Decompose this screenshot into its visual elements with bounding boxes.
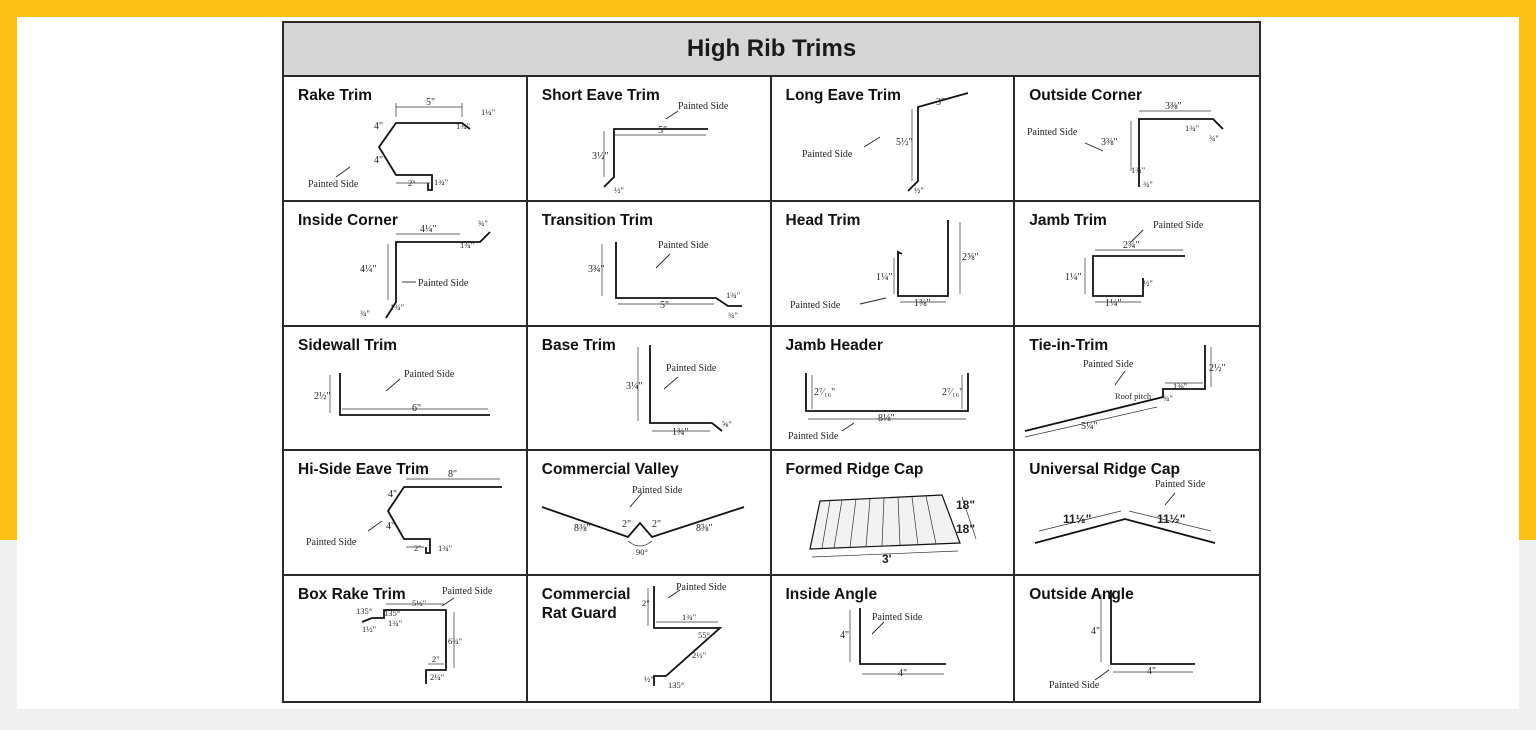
dim-label: 3': [881, 552, 892, 567]
trim-line: [650, 345, 722, 431]
painted-side-label: Painted Side: [306, 537, 357, 549]
dim-label: 2": [641, 598, 650, 609]
dim-label: ½": [613, 185, 624, 195]
dim-label: ½": [913, 185, 924, 195]
painted-side-label: Painted Side: [801, 149, 852, 160]
cell-commercial-rat-guard: [528, 576, 772, 701]
trim-line: [616, 239, 742, 306]
painted-side-label: Painted Side: [1153, 219, 1204, 231]
dim-label: 3¼": [625, 380, 643, 392]
outside-angle-drawing: [1015, 576, 1258, 700]
dim-label: 2¾": [1123, 239, 1140, 251]
painted-side-label: Painted Side: [442, 586, 493, 598]
painted-side-label: Painted Side: [1049, 680, 1100, 692]
dim-label: 1¼": [875, 271, 893, 283]
cell-title: Long Eave Trim: [785, 87, 901, 104]
cell-long-eave-trim: [772, 77, 1016, 202]
dim-label: 55°: [697, 630, 710, 641]
dim-label: 2½": [1209, 362, 1226, 374]
dim-label: 1¾": [390, 301, 405, 312]
dim-label: 1¼": [1105, 297, 1122, 309]
trim-line: [1165, 493, 1175, 505]
dim-label: ⅝": [721, 418, 732, 429]
dim-label: 18": [955, 498, 975, 513]
chart-title: High Rib Trims: [284, 23, 1259, 77]
commercial-valley-drawing: [528, 451, 771, 575]
painted-side-label: Painted Side: [787, 430, 838, 442]
trim-line: [628, 541, 652, 546]
cell-title: Short Eave Trim: [541, 87, 660, 104]
cell-title: Inside Corner: [298, 211, 398, 229]
long-eave-trim-drawing: [772, 77, 1015, 201]
dim-label: 8": [448, 469, 458, 481]
painted-side-label: Painted Side: [677, 101, 729, 112]
short-eave-trim-drawing: [528, 77, 771, 201]
dim-label: 1½": [362, 624, 377, 635]
dim-label: 1⅜": [1173, 380, 1188, 391]
trim-line: [664, 377, 678, 389]
dim-label: 2": [432, 654, 440, 665]
cell-title: Base Trim: [541, 336, 616, 354]
dim-label: 4¼": [360, 263, 377, 275]
dim-label: 1¾": [681, 612, 696, 623]
jamb-header-drawing: [772, 327, 1015, 451]
dim-label: 5½": [412, 598, 427, 609]
dim-label: ½": [1143, 277, 1154, 288]
dim-label: 1¾": [460, 239, 475, 250]
dim-label: 1¾": [438, 543, 453, 554]
dim-label: 2": [621, 519, 631, 531]
rat-guard-drawing: [528, 576, 771, 700]
trim-line: [442, 598, 454, 606]
trim-line: [1035, 519, 1215, 543]
dim-label: 135°: [384, 608, 401, 619]
trim-line: [872, 622, 884, 634]
dim-label: 1¾": [1185, 123, 1200, 133]
dim-label: 11½": [1157, 512, 1186, 527]
dim-label: ½": [643, 674, 654, 685]
dim-label: 11½": [1063, 512, 1092, 527]
dim-label: 4": [374, 155, 384, 166]
trim-line: [842, 423, 854, 431]
dim-label: 90°: [635, 547, 648, 558]
trim-line: [654, 586, 720, 686]
cell-jamb-trim: [1015, 202, 1259, 327]
dim-label: 2": [651, 519, 661, 531]
painted-side-label: Painted Side: [1027, 127, 1078, 138]
dim-label: 2¼": [430, 672, 445, 683]
head-trim-drawing: [772, 202, 1015, 326]
dim-label: ¾": [478, 217, 488, 228]
trim-line: [666, 111, 678, 119]
cell-title: Hi-Side Eave Trim: [298, 461, 429, 479]
painted-side-label: Painted Side: [631, 485, 683, 497]
dim-label: 5½": [895, 137, 913, 148]
dim-label: 1¼": [1065, 271, 1082, 283]
dim-label: 1¾": [671, 426, 689, 438]
dim-label: 135°: [667, 680, 684, 691]
dim-label: 8⅜": [695, 523, 713, 535]
dim-label: 2": [414, 543, 422, 554]
cell-title: Commercial Valley: [541, 461, 679, 479]
dim-label: 4¼": [420, 223, 437, 235]
cell-rake-trim: [284, 77, 528, 202]
dim-label: 6¾": [448, 636, 463, 647]
cell-title: Inside Angle: [785, 586, 878, 604]
trim-line: [542, 507, 744, 537]
dim-label: 5¼": [1081, 420, 1098, 432]
cell-sidewall-trim: [284, 327, 528, 452]
cell-transition-trim: [528, 202, 772, 327]
cell-title: Jamb Trim: [1029, 211, 1107, 229]
dim-label: 5": [657, 125, 667, 136]
dim-label: 5": [426, 97, 436, 108]
cell-universal-ridge-cap: [1015, 451, 1259, 576]
trim-line: [860, 298, 886, 304]
cell-title: Formed Ridge Cap: [785, 461, 924, 479]
painted-side-label: Painted Side: [665, 362, 717, 374]
dim-label: 4": [386, 521, 396, 533]
dim-label: 4": [388, 489, 398, 501]
dim-label: ¾": [1209, 133, 1220, 143]
cell-title: Box Rake Trim: [298, 586, 406, 604]
dim-label: 8⅜": [573, 523, 591, 535]
painted-side-label: Painted Side: [1155, 479, 1206, 491]
dim-label: 8⅛": [877, 412, 895, 424]
dim-label: 3": [935, 97, 945, 108]
cell-head-trim: [772, 202, 1016, 327]
painted-side-label: Painted Side: [657, 239, 709, 251]
painted-side-label: Painted Side: [1083, 358, 1134, 370]
cell-jamb-header: [772, 327, 1016, 452]
cell-outside-angle: [1015, 576, 1259, 701]
inside-angle-drawing: [772, 576, 1015, 700]
cell-tie-in-trim: [1015, 327, 1259, 452]
cell-base-trim: [528, 327, 772, 452]
dim-label: 1⅜": [913, 297, 931, 309]
trim-line: [336, 167, 350, 177]
sidewall-trim-drawing: [284, 327, 527, 451]
dim-label: ¾": [360, 307, 370, 318]
dim-label: 135°: [356, 606, 373, 617]
base-trim-drawing: [528, 327, 771, 451]
cell-title: Jamb Header: [785, 336, 883, 354]
cell-hi-side-eave-trim: [284, 451, 528, 576]
dim-label: 2": [408, 178, 416, 188]
dim-label: ¾": [1163, 392, 1174, 403]
trim-line: [1139, 119, 1223, 187]
dim-label: 1¾": [434, 177, 449, 187]
cell-title: Transition Trim: [541, 211, 653, 229]
dim-label: 3⅜": [1165, 101, 1182, 112]
dim-label: 1¾": [725, 289, 740, 300]
hi-side-eave-trim-drawing: [284, 451, 527, 575]
painted-side-label: Painted Side: [675, 582, 727, 594]
painted-side-label: Painted Side: [404, 368, 455, 380]
trim-line: [810, 495, 960, 549]
dim-label: 4": [1147, 666, 1157, 678]
cell-title: Tie-in-Trim: [1029, 336, 1109, 354]
dim-label: Roof pitch: [1115, 390, 1152, 401]
cell-title: Outside Corner: [1029, 87, 1143, 104]
cell-title: Outside Angle: [1029, 586, 1134, 604]
inside-corner-drawing: [284, 202, 527, 326]
cell-title: Sidewall Trim: [298, 336, 398, 354]
dim-label: 4": [1091, 626, 1101, 638]
cell-inside-corner: [284, 202, 528, 327]
trim-line: [1111, 590, 1195, 664]
dim-label: 1¾": [1131, 165, 1146, 175]
outside-corner-drawing: [1015, 77, 1258, 201]
dim-label: 18": [955, 522, 975, 537]
dim-label: 5": [659, 299, 669, 311]
cell-commercial-valley: [528, 451, 772, 576]
trim-grid: [284, 77, 1259, 701]
cell-title: Rake Trim: [298, 87, 373, 104]
dim-label: ¾": [727, 309, 738, 320]
dim-label: 1¾": [456, 121, 471, 131]
painted-side-label: Painted Side: [871, 612, 922, 624]
cell-title: Universal Ridge Cap: [1029, 461, 1180, 479]
trim-chart: [282, 21, 1261, 703]
trim-line: [604, 129, 708, 187]
cell-outside-corner: [1015, 77, 1259, 202]
cell-box-rake-trim: [284, 576, 528, 701]
trim-line: [864, 137, 880, 147]
box-rake-trim-drawing: [284, 576, 527, 700]
cell-title: Commercial Rat Guard: [541, 586, 631, 623]
dim-label: 2½": [691, 650, 706, 661]
dim-label: 3⅜": [1101, 137, 1118, 148]
dim-label: 2½": [314, 390, 331, 402]
dim-label: ¾": [1143, 179, 1154, 189]
trim-line: [386, 379, 400, 391]
universal-ridge-cap-drawing: [1015, 451, 1258, 575]
dim-label: 4": [897, 668, 907, 680]
dim-label: 2⅝": [961, 251, 979, 263]
dim-label: 4": [374, 121, 384, 132]
dim-label: 3¾": [587, 263, 605, 275]
trim-line: [898, 220, 948, 296]
painted-side-label: Painted Side: [308, 179, 359, 190]
cell-formed-ridge-cap: [772, 451, 1016, 576]
jamb-trim-drawing: [1015, 202, 1258, 326]
cell-title: Head Trim: [785, 211, 861, 229]
tie-in-trim-drawing: [1015, 327, 1258, 451]
rake-trim-drawing: [284, 77, 527, 201]
dim-label: 1¾": [388, 618, 403, 629]
painted-side-label: Painted Side: [789, 299, 840, 311]
trim-line: [1115, 371, 1125, 385]
transition-trim-drawing: [528, 202, 771, 326]
trim-line: [656, 254, 670, 268]
cell-inside-angle: [772, 576, 1016, 701]
dim-label: 1¼": [481, 107, 496, 117]
dim-label: 6": [412, 402, 422, 414]
trim-line: [1095, 670, 1109, 680]
dim-label: 2⁷⁄₁₆": [813, 386, 835, 398]
trim-line: [1093, 256, 1185, 296]
dim-label: 4": [839, 630, 849, 642]
cell-short-eave-trim: [528, 77, 772, 202]
dim-label: 2⁷⁄₁₆": [941, 386, 963, 398]
dim-label: 3½": [591, 151, 609, 162]
painted-side-label: Painted Side: [418, 277, 469, 289]
trim-line: [379, 123, 470, 190]
trim-line: [368, 521, 382, 531]
formed-ridge-cap-drawing: [772, 451, 1015, 575]
